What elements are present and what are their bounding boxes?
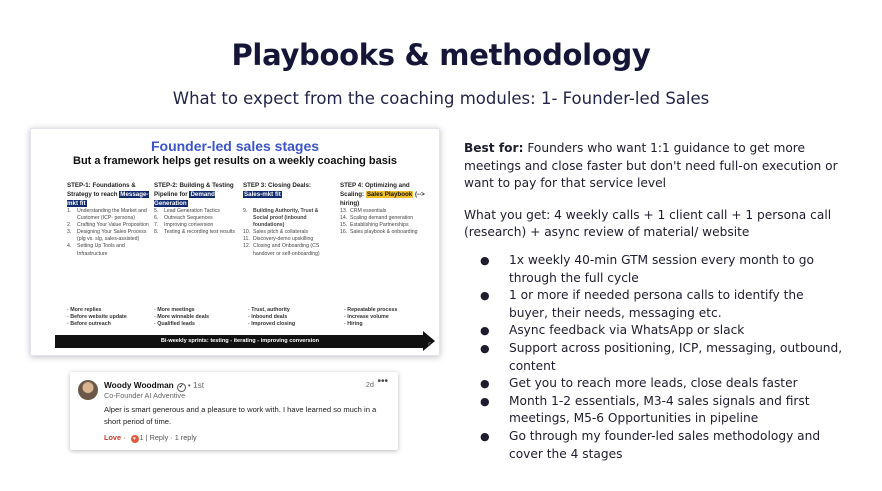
bullet-icon: ● bbox=[480, 377, 490, 391]
stage-column-1 bbox=[67, 181, 155, 258]
slide-thumbnail bbox=[30, 128, 440, 356]
comment-actions: Love · ♥ 1 | Reply · 1 reply bbox=[104, 433, 197, 442]
stage-heading: STEP 4: Optimizing and Scaling: Sales Playbook (--> hiring) bbox=[340, 182, 425, 207]
comment-text: Alper is smart generous and a pleasure to work with. I have learned so much in a short period of time. bbox=[104, 405, 377, 426]
list-item: ● Go through my founder-led sales methodology and cover the 4 stages bbox=[464, 428, 844, 463]
commenter-name[interactable]: Woody Woodman ✓ • 1st bbox=[104, 380, 205, 390]
avatar[interactable] bbox=[78, 380, 98, 400]
slide-page-number: 6 bbox=[428, 342, 431, 348]
benefits-list bbox=[464, 252, 844, 463]
page-subtitle: What to expect from the coaching modules: 1- Founder-led Sales bbox=[172, 89, 710, 108]
stage-heading: STEP 3: Closing Deals: Sales-mkt fit bbox=[243, 182, 311, 198]
list-item: ● Get you to reach more leads, close deals faster bbox=[464, 375, 844, 393]
stage-column-3 bbox=[243, 181, 331, 258]
stage-outcomes-3: - Trust, authority - Inbound deals - Improved closing bbox=[248, 307, 336, 329]
slide-title: Founder-led sales stages bbox=[150, 138, 320, 154]
arrow-head-icon bbox=[423, 331, 435, 351]
list-item: ● 1 or more if needed persona calls to identify the buyer, their needs, messaging etc. bbox=[464, 287, 844, 322]
stage-outcomes-4: - Repeatable process - Increase volume - Hiring bbox=[344, 307, 432, 329]
comment-time: 2d bbox=[365, 380, 374, 389]
stage-outcomes-2: - More meetings - More winnable deals - Qualified leads bbox=[154, 307, 242, 329]
offer-details bbox=[464, 140, 844, 463]
bullet-icon: ● bbox=[480, 429, 490, 443]
stage-items: 9. Building Authority, Trust & Social proof (inbound foundations) 10. Sales pitch & collaterals 11. Discovery-demo upskilling 12. Closing and Onboarding (CS handover or self-onboarding) bbox=[243, 208, 320, 257]
bullet-icon: ● bbox=[480, 324, 490, 338]
list-item: ● Support across positioning, ICP, messaging, outbound, content bbox=[464, 340, 844, 375]
reaction-count[interactable]: 1 bbox=[139, 433, 144, 442]
bullet-icon: ● bbox=[480, 341, 490, 355]
sprint-arrow: Bi-weekly sprints: testing - iterating - improving conversion bbox=[55, 335, 425, 348]
what-you-get-paragraph: What you get: 4 weekly calls + 1 client call + 1 persona call (research) + async review of material/ website bbox=[464, 207, 832, 240]
bullet-icon: ● bbox=[480, 253, 490, 267]
reply-button[interactable]: Reply bbox=[149, 433, 169, 442]
commenter-role: Co-Founder AI Adventive bbox=[104, 391, 186, 400]
list-item: ● Async feedback via WhatsApp or slack bbox=[464, 322, 844, 340]
replies-link[interactable]: 1 reply bbox=[174, 433, 197, 442]
heart-icon: ♥ bbox=[131, 435, 139, 443]
slide-subtitle: But a framework helps get results on a weekly coaching basis bbox=[73, 155, 397, 167]
stage-column-2 bbox=[154, 181, 242, 236]
stage-items: 1. Understanding the Market and Customer (ICP- persona) 2. Crafting Your Value Proposition 3. Designing Your Sales Process (plg vs. slg, sales-assisted) 4. Setting Up Tools and Infrastructure bbox=[67, 208, 149, 257]
love-reaction-button[interactable]: Love bbox=[104, 433, 122, 442]
bullet-icon: ● bbox=[480, 394, 490, 408]
stage-items: 13. CRM essentials 14. Scaling demand generation 15. Establishing Partnerships 16. Sales playbook & onboarding bbox=[340, 208, 418, 236]
stage-outcomes-1: - More replies - Before website update - Before outreach bbox=[67, 307, 155, 329]
stage-items: 5. Lead Generation Tactics 6. Outreach Sequences 7. Improving conversion 8. Testing & recording test results bbox=[154, 208, 235, 236]
verified-icon: ✓ bbox=[178, 384, 184, 390]
bullet-icon: ● bbox=[480, 289, 490, 303]
stage-heading: STEP-2: Building & Testing Pipeline for Demand Generation bbox=[154, 182, 234, 207]
stage-column-4 bbox=[340, 181, 428, 236]
list-item: ● Month 1-2 essentials, M3-4 sales signals and first meetings, M5-6 Opportunities in pipeline bbox=[464, 393, 844, 428]
best-for-paragraph: Best for: Founders who want 1:1 guidance to get more meetings and close faster but don't need full-on execution or want to pay for that service level bbox=[464, 141, 838, 191]
stage-heading: STEP-1: Foundations & Strategy to reach Message-mkt fit bbox=[67, 182, 149, 207]
list-item: ● 1x weekly 40-min GTM session every month to go through the full cycle bbox=[464, 252, 844, 287]
more-options-icon[interactable]: ••• bbox=[377, 376, 388, 387]
page-title: Playbooks & methodology bbox=[231, 38, 651, 72]
testimonial-comment bbox=[70, 372, 398, 450]
